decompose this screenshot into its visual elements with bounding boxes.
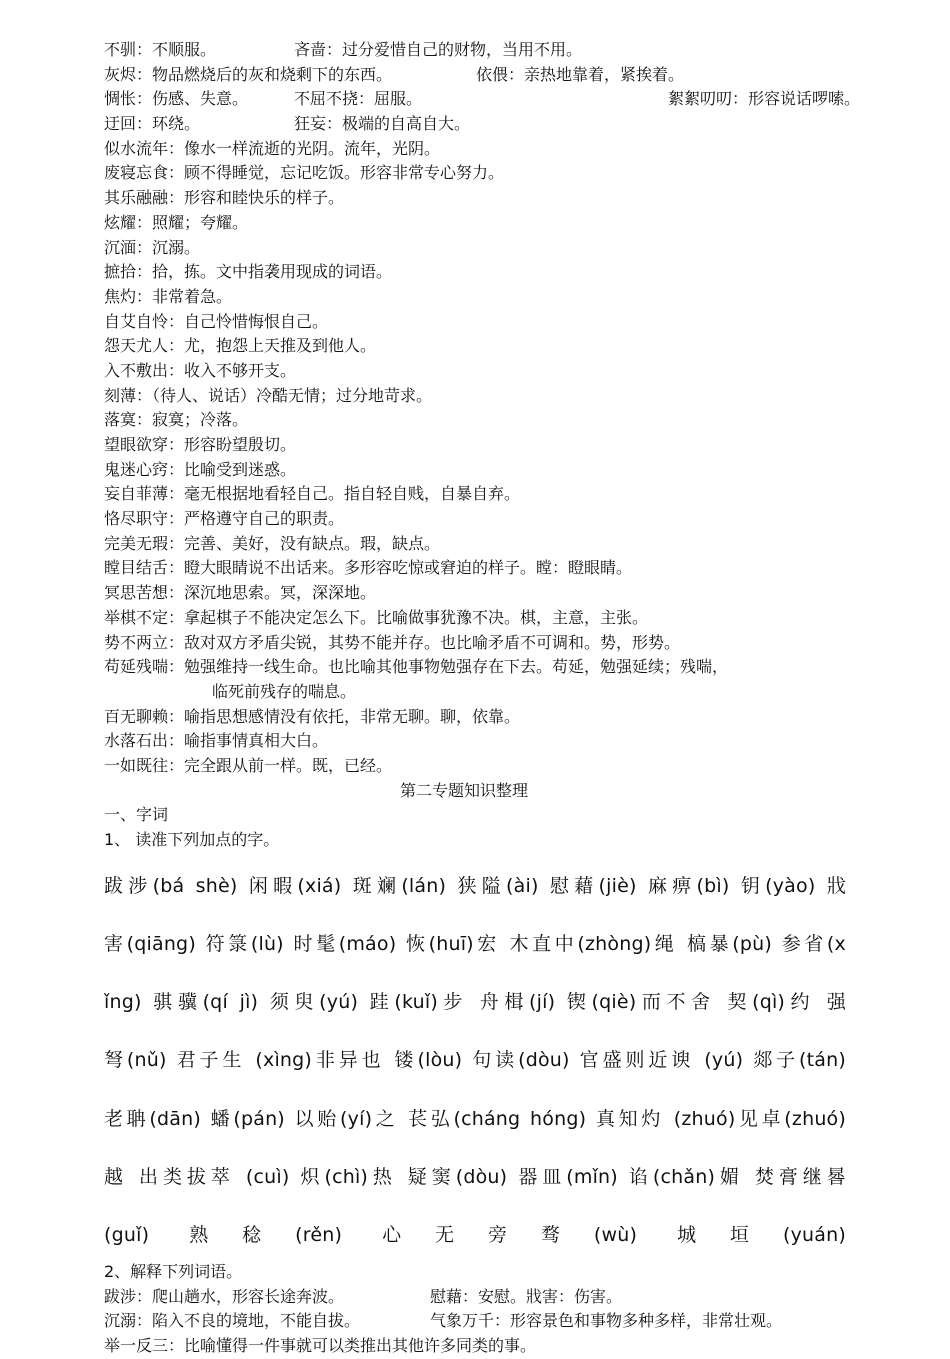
entry-text: 百无聊赖：喻指思想感情没有依托，非常无聊。聊，依靠。 (104, 706, 521, 726)
pinyin-item: 契(qì)约 (727, 991, 816, 1014)
pinyin-item: 郯子(tán) (753, 1049, 847, 1072)
entry-text: 望眼欲穿：形容盼望殷切。 (104, 435, 297, 454)
pinyin-item: 焚膏继晷 (754, 1165, 846, 1188)
entry-text: 惆怅：伤感、失意。 (104, 89, 249, 109)
pinyin-item: 参省(x (781, 932, 846, 955)
vocab-entry (104, 606, 864, 631)
pinyin-item: 闲暇(xiá) (248, 874, 342, 897)
entry-text: 炫耀：照耀；夸耀。 (104, 212, 249, 232)
vocab-entry (104, 112, 864, 137)
vocabulary-list (104, 38, 864, 779)
pinyin-item: 须臾(yú) (269, 991, 359, 1014)
entry-text: 举一反三：比喻懂得一件事就可以类推出其他许多同类的事。 (104, 1336, 537, 1356)
pinyin-item: 真知灼 (595, 1107, 664, 1130)
pinyin-item: ǐng) (104, 991, 142, 1014)
pinyin-item: 弩(nǔ) (104, 1049, 167, 1072)
pinyin-item: 木直中(zhòng)绳 (509, 932, 678, 955)
pinyin-item: 疑窦(dòu) (407, 1165, 508, 1188)
document-page (104, 38, 864, 1359)
entry-text: 跋涉：爬山趟水，形容长途奔波。 (104, 1286, 345, 1306)
pinyin-line (104, 1152, 846, 1202)
vocab-entry (104, 186, 864, 211)
vocab-entry (104, 408, 864, 433)
vocab-entry (104, 359, 864, 384)
pinyin-item: (zhuó)见卓(zhuó) (673, 1107, 846, 1130)
pinyin-item: 苌弘(cháng hóng) (408, 1107, 587, 1130)
entry-text: 一如既往：完全跟从前一样。既，已经。 (104, 755, 393, 775)
pinyin-item: 慰藉(jiè) (549, 874, 637, 897)
entry-text: 举棋不定：拿起棋子不能决定怎么下。比喻做事犹豫不决。棋，主意，主张。 (104, 607, 649, 627)
pinyin-item: 君子生 (xìng)非异也 (176, 1049, 385, 1072)
pinyin-item: 镂(lòu) (394, 1049, 463, 1072)
pinyin-line (104, 1094, 846, 1144)
entry-text: 迂回：环绕。 (104, 114, 201, 134)
entry-text: 临死前残存的喘息。 (212, 681, 357, 701)
entry-text: 刻薄：（待人、说话）冷酷无情；过分地苛求。 (104, 385, 433, 405)
section-title: 第二专题知识整理 (399, 780, 528, 800)
pinyin-item: 老聃(dān) (104, 1107, 201, 1130)
pinyin-item: 官盛则近谀 (579, 1049, 695, 1072)
vocab-entry (104, 754, 864, 779)
vocab-entry (104, 556, 864, 581)
pinyin-item: 戕 (826, 874, 847, 897)
pinyin-item: 害(qiāng) (104, 932, 196, 955)
pinyin-item: 恢(huī)宏 (405, 932, 500, 955)
pinyin-item: 时髦(máo) (293, 932, 397, 955)
pinyin-line (104, 977, 846, 1027)
pinyin-line (104, 1035, 846, 1085)
vocab-entry (104, 260, 864, 285)
entry-text: 恪尽职守：严格遵守自己的职责。 (104, 509, 345, 529)
vocab-entry (104, 458, 864, 483)
vocab-entry (104, 532, 864, 557)
pinyin-item: 槁暴(pù) (687, 932, 773, 955)
vocab-entry (104, 285, 864, 310)
pinyin-item: 符箓(lù) (205, 932, 284, 955)
entry-text: 絮絮叨叨：形容说话啰嗦。 (668, 89, 861, 109)
item-heading-pronunciation: 1、 读准下列加点的字。 (104, 830, 280, 849)
pinyin-line (104, 919, 846, 969)
pinyin-item: 跬(kuǐ)步 (369, 991, 469, 1014)
pinyin-item: 越 (104, 1165, 128, 1188)
pinyin-item: (cuì) (245, 1165, 290, 1188)
entry-text: 势不两立：敌对双方矛盾尖锐，其势不能并存。也比喻矛盾不可调和。势，形势。 (104, 632, 681, 652)
entry-text: 冥思苦想：深沉地思索。冥，深深地。 (104, 583, 377, 603)
vocab-entry (104, 137, 864, 162)
definition-entry (104, 1334, 864, 1359)
pinyin-item: 蟠(pán) (210, 1107, 285, 1130)
pinyin-item: 强 (826, 991, 847, 1014)
definition-entry (104, 1309, 864, 1334)
pinyin-exercise (104, 861, 864, 1260)
vocab-entry (104, 705, 864, 730)
entry-text: 慰藉：安慰。戕害：伤害。 (430, 1286, 623, 1306)
entry-text: 妄自菲薄：毫无根据地看轻自己。指自轻自贱，自暴自弃。 (104, 484, 521, 504)
entry-text: 摭拾：拾，拣。文中指袭用现成的词语。 (104, 262, 393, 282)
entry-text: 水落石出：喻指事情真相大白。 (104, 731, 329, 751)
entry-text: 自艾自怜：自己怜惜悔恨自己。 (104, 311, 329, 331)
entry-text: 似水流年：像水一样流逝的光阴。流年，光阴。 (104, 138, 441, 158)
pinyin-item: (guǐ) (104, 1223, 150, 1246)
entry-text: 鬼迷心窍：比喻受到迷惑。 (104, 459, 297, 479)
definition-entry (104, 1285, 864, 1310)
entry-text: 废寝忘食：顾不得睡觉，忘记吃饭。形容非常专心努力。 (104, 163, 505, 183)
item-heading-definitions: 2、解释下列词语。 (104, 1262, 243, 1282)
entry-text: 不驯：不顺服。 (104, 40, 217, 59)
pinyin-item: 跋涉(bá shè) (104, 874, 238, 897)
entry-text: 依偎：亲热地靠着，紧挨着。 (476, 64, 685, 84)
pinyin-item: 句读(dòu) (472, 1049, 570, 1072)
entry-text: 苟延残喘：勉强维持一线生命。也比喻其他事物勉强存在下去。苟延，勉强延续；残喘， (104, 657, 729, 677)
vocab-entry (104, 631, 864, 656)
entry-text: 瞠目结舌：瞪大眼睛说不出话来。多形容吃惊或窘迫的样子。瞠：瞪眼睛。 (104, 558, 633, 578)
vocab-entry (104, 680, 864, 705)
entry-text: 落寞：寂寞；冷落。 (104, 410, 249, 430)
pinyin-item: (yú) (704, 1049, 744, 1072)
pinyin-item: 锲(qiè)而不舍 (566, 991, 716, 1014)
vocab-entry (104, 236, 864, 261)
pinyin-item: 斑斓(lán) (352, 874, 447, 897)
vocab-entry (104, 211, 864, 236)
pinyin-item: 钥(yào) (740, 874, 816, 897)
pinyin-item: 狭隘(ài) (457, 874, 539, 897)
pinyin-item: 炽(chì)热 (300, 1165, 397, 1188)
entry-text: 气象万千：形容景色和事物多种多样，非常壮观。 (430, 1311, 783, 1331)
vocab-entry (104, 38, 864, 63)
vocab-entry (104, 433, 864, 458)
entry-text: 完美无瑕：完善、美好，没有缺点。瑕，缺点。 (104, 533, 441, 553)
vocab-entry (104, 655, 864, 680)
pinyin-item: 心无旁骛(wù) (382, 1223, 638, 1246)
vocab-entry (104, 87, 864, 112)
pinyin-item: 以贻(yí)之 (294, 1107, 399, 1130)
pinyin-line (104, 861, 846, 911)
definition-list (104, 1285, 864, 1359)
entry-text: 沉溺：陷入不良的境地，不能自拔。 (104, 1311, 361, 1331)
pinyin-item: 熟稔(rěn) (189, 1223, 343, 1246)
entry-text: 吝啬：过分爱惜自己的财物，当用不用。 (294, 40, 583, 59)
pinyin-item: 骐骥(qí jì) (153, 991, 259, 1014)
vocab-entry (104, 334, 864, 359)
vocab-entry (104, 482, 864, 507)
vocab-entry (104, 581, 864, 606)
pinyin-item: 舟楫(jí) (479, 991, 556, 1014)
pinyin-item: 出类拔萃 (138, 1165, 235, 1188)
entry-text: 入不敷出：收入不够开支。 (104, 360, 297, 380)
entry-text: 其乐融融：形容和睦快乐的样子。 (104, 188, 345, 208)
entry-text: 焦灼：非常着急。 (104, 286, 233, 306)
pinyin-item: 谄(chǎn)媚 (628, 1165, 744, 1188)
pinyin-line (104, 1210, 846, 1260)
vocab-entry (104, 384, 864, 409)
vocab-entry (104, 161, 864, 186)
entry-text: 灰烬：物品燃烧后的灰和烧剩下的东西。 (104, 64, 393, 84)
vocab-entry (104, 310, 864, 335)
vocab-entry (104, 63, 864, 88)
entry-text: 狂妄：极端的自高自大。 (294, 114, 471, 134)
entry-text: 不屈不挠：屈服。 (294, 89, 423, 109)
part-heading: 一、字词 (104, 805, 169, 825)
vocab-entry (104, 729, 864, 754)
vocab-entry (104, 507, 864, 532)
pinyin-item: 器皿(mǐn) (518, 1165, 618, 1188)
entry-text: 沉湎：沉溺。 (104, 237, 201, 257)
pinyin-item: 麻痹(bì) (647, 874, 730, 897)
pinyin-item: 城垣(yuán) (677, 1223, 846, 1246)
entry-text: 怨天尤人：尤，抱怨上天推及到他人。 (104, 336, 377, 356)
